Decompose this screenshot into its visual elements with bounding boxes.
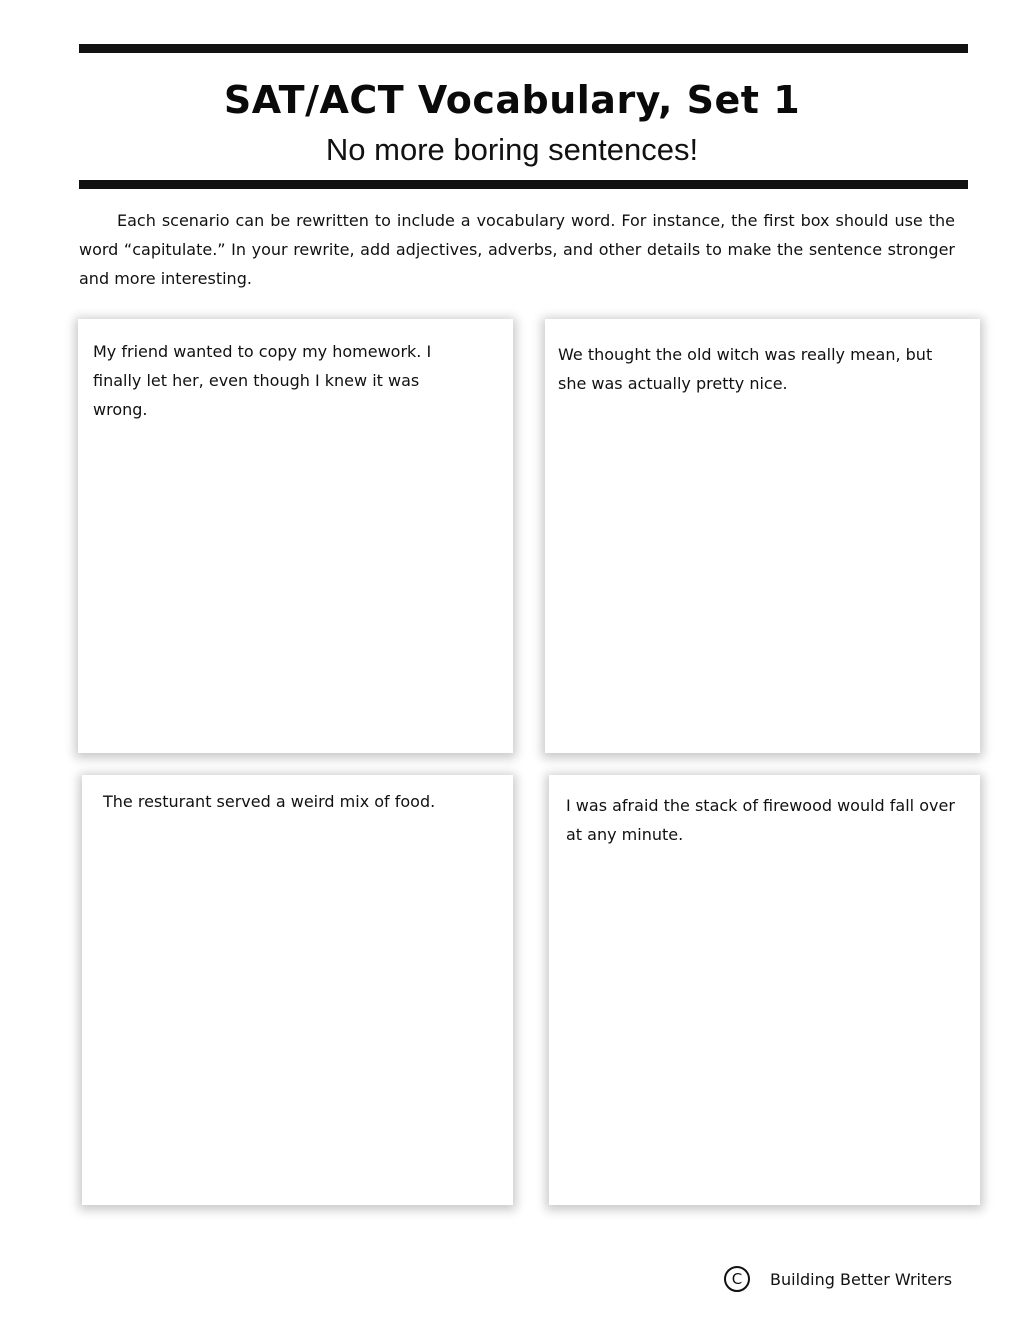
instructions-paragraph: Each scenario can be rewritten to include a vocabulary word. For instance, the first box should use the word “capitulate.” In your rewrite, add adjectives, adverbs, and other details to make the sentence stronger and more interesting. <box>79 211 955 288</box>
footer-credit <box>724 1262 952 1296</box>
page-subtitle: No more boring sentences! <box>325 132 699 167</box>
writing-box-4[interactable] <box>549 775 980 1205</box>
page-title: SAT/ACT Vocabulary, Set 1 <box>223 78 801 122</box>
writing-box-3[interactable] <box>82 775 513 1205</box>
scenario-prompt-4: I was afraid the stack of firewood would fall over at any minute. <box>566 796 955 844</box>
copyright-icon: C <box>724 1266 750 1292</box>
scenario-prompt-2: We thought the old witch was really mean, but she was actually pretty nice. <box>558 345 933 393</box>
writing-box-1[interactable] <box>78 319 513 753</box>
bottom-rule <box>79 180 968 189</box>
footer-text: Building Better Writers <box>770 1269 953 1289</box>
scenario-prompt-3: The resturant served a weird mix of food. <box>103 792 436 811</box>
writing-box-2[interactable] <box>545 319 980 753</box>
top-rule <box>79 44 968 53</box>
scenario-prompt-1: My friend wanted to copy my homework. I finally let her, even though I knew it was wrong. <box>93 342 432 419</box>
